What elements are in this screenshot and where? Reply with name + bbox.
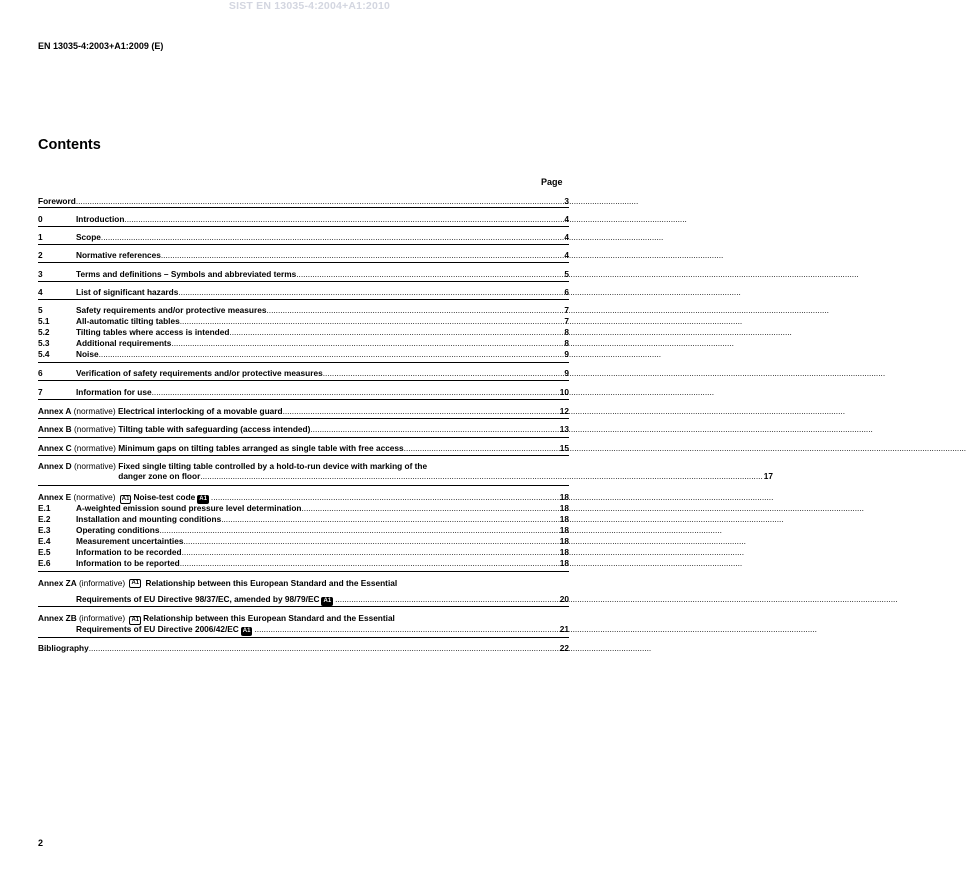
toc-entry-e-2[interactable] [38,514,569,524]
annex-type-label: (normative) [73,443,116,453]
toc-entry-title: Tilting tables where access is intended [76,327,230,337]
toc-entry-title: List of significant hazards [76,287,179,297]
dot-leader [310,424,558,434]
divider [38,262,569,263]
toc-entry-number: 5.4 [38,349,50,359]
page-column-label: Page [541,177,563,187]
toc-entry-number: 5.3 [38,338,50,348]
divider [38,244,569,245]
divider [38,571,569,572]
toc-entry-title: Tilting table with safeguarding (access intended) [118,424,311,434]
toc-entry-page: 4 [564,232,569,242]
toc-entry-5-1[interactable] [38,316,569,326]
toc-entry-page: 17 [763,471,773,481]
dot-leader [283,406,559,416]
toc-entry-number: 5.2 [38,327,50,337]
toc-entry-title: Noise-test code [133,492,196,502]
toc-entry-page: 18 [559,536,569,546]
toc-entry-2[interactable] [38,250,569,260]
toc-entry-number: Annex A [38,406,72,416]
toc-entry-e-4[interactable] [38,536,569,546]
toc-entry-page: 6 [564,287,569,297]
toc-entry-title-continued: Requirements of EU Directive 2006/42/EC [76,624,239,634]
toc-entry-page: 5 [564,269,569,279]
toc-entry-page: 7 [564,316,569,326]
toc-entry-page: 18 [559,492,569,502]
dot-leader [159,525,558,535]
page-number: 2 [38,838,44,848]
toc-entry-page: 18 [559,514,569,524]
toc-entry-page: 22 [559,643,569,653]
divider [38,399,569,400]
toc-entry-5-4[interactable] [38,349,569,359]
toc-entry-title: Information to be reported [76,558,180,568]
toc-entry-title: Verification of safety requirements and/or protective measures [76,368,323,378]
amendment-start-marker-icon: A1 [131,617,140,623]
divider [38,226,569,227]
toc-entry-number: Annex C [38,443,72,453]
dot-leader [254,624,558,634]
toc-entry-page: 9 [564,368,569,378]
toc-entry-title: Measurement uncertainties [76,536,184,546]
dot-leader [180,316,564,326]
toc-entry-title: Information to be recorded [76,547,182,557]
toc-entry-number: 6 [38,368,43,378]
toc-entry-bibliography[interactable] [38,643,569,653]
divider [38,299,569,300]
toc-entry-page: 21 [559,624,569,634]
toc-entry-page: 4 [564,214,569,224]
dot-leader [211,492,559,502]
toc-entry-6[interactable] [38,368,569,378]
divider [38,606,569,607]
dot-leader [200,471,762,481]
toc-entry-page: 10 [559,387,569,397]
toc-entry-annex-d[interactable] [38,461,773,481]
toc-entry-number: Annex ZA [38,578,77,588]
toc-entry-title: Fixed single tilting table controlled by a hold-to-run device with marking of the [118,461,428,471]
dot-leader [229,327,563,337]
toc-entry-number: 3 [38,269,43,279]
toc-entry-page: 18 [559,547,569,557]
toc-entry-title: Terms and definitions – Symbols and abbreviated terms [76,269,297,279]
dot-leader [89,643,559,653]
toc-entry-number: 1 [38,232,43,242]
toc-entry-title: A-weighted emission sound pressure level determination [76,503,302,513]
dot-leader [323,368,564,378]
toc-entry-page: 7 [564,305,569,315]
toc-entry-3[interactable] [38,269,569,279]
dot-leader [221,514,559,524]
toc-entry-annex-zb-continued[interactable] [38,624,569,634]
toc-entry-number: Annex E [38,492,72,502]
toc-entry-page: 20 [559,594,569,604]
toc-entry-page: 15 [559,443,569,453]
toc-entry-title: Bibliography [38,643,89,653]
toc-entry-number: E.2 [38,514,51,524]
toc-entry-5-3[interactable] [38,338,569,348]
toc-entry-page: 8 [564,327,569,337]
toc-entry-5[interactable] [38,305,569,315]
dot-leader [180,558,559,568]
toc-entry-foreword[interactable] [38,196,569,206]
toc-entry-title: Safety requirements and/or protective measures [76,305,267,315]
toc-entry-e-3[interactable] [38,525,569,535]
toc-entry-number: Annex ZB [38,613,77,623]
toc-entry-0[interactable] [38,214,569,224]
annex-type-label: (normative) [73,406,116,416]
toc-entry-title: Minimum gaps on tilting tables arranged as single table with free access [118,443,404,453]
annex-type-label: (normative) [73,461,116,471]
toc-entry-annex-b[interactable] [38,424,569,434]
toc-entry-title: Scope [76,232,101,242]
annex-type-label: (normative) [73,492,116,502]
toc-entry-page: 4 [564,250,569,260]
toc-entry-number: 5 [38,305,43,315]
divider [38,207,569,208]
divider [38,637,569,638]
toc-entry-number: 4 [38,287,43,297]
toc-entry-number: 7 [38,387,43,397]
divider [38,362,569,363]
toc-entry-page: 18 [559,558,569,568]
amendment-start-marker-icon: A1 [131,580,140,587]
toc-entry-title: Operating conditions [76,525,160,535]
dot-leader [99,349,564,359]
toc-entry-page: 13 [559,424,569,434]
toc-entry-number: E.1 [38,503,51,513]
toc-entry-number: 2 [38,250,43,260]
toc-entry-page: 18 [559,503,569,513]
dot-leader [124,214,563,224]
toc-entry-e-1[interactable] [38,503,569,513]
annex-type-label: (informative) [79,613,126,623]
dot-leader [404,443,559,453]
toc-entry-4[interactable] [38,287,569,297]
toc-entry-number: 0 [38,214,43,224]
divider [38,485,569,486]
dot-leader [183,536,558,546]
dot-leader [301,503,558,513]
amendment-end-marker-icon: A1 [199,496,207,502]
dot-leader [152,387,559,397]
document-id-header: EN 13035-4:2003+A1:2009 (E) [38,41,164,51]
dot-leader [76,196,564,206]
annex-type-label: (informative) [79,578,126,588]
toc-entry-annex-zb[interactable] [38,613,569,623]
toc-entry-annex-e[interactable] [38,492,569,502]
toc-entry-page: 3 [564,196,569,206]
toc-entry-title: All-automatic tilting tables [76,316,180,326]
dot-leader [335,594,559,604]
annex-type-label: (normative) [73,424,116,434]
toc-entry-title: Relationship between this European Standard and the Essential [145,578,398,588]
toc-entry-page: 18 [559,525,569,535]
toc-entry-number: 5.1 [38,316,50,326]
dot-leader [266,305,563,315]
divider [38,437,569,438]
toc-entry-title: Foreword [38,196,76,206]
divider [38,281,569,282]
toc-entry-annex-za-continued[interactable] [38,594,569,604]
divider [38,418,569,419]
dot-leader [171,338,563,348]
toc-entry-number: Annex B [38,424,72,434]
dot-leader [178,287,563,297]
divider [38,455,569,456]
toc-entry-title: Installation and mounting conditions [76,514,222,524]
toc-entry-title: Electrical interlocking of a movable guard [117,406,283,416]
amendment-start-marker-icon: A1 [121,496,130,502]
toc-entry-number: E.5 [38,547,51,557]
toc-entry-title: Noise [76,349,99,359]
toc-entry-title: Additional requirements [76,338,172,348]
toc-entry-page: 8 [564,338,569,348]
toc-entry-number: E.6 [38,558,51,568]
dot-leader [101,232,563,242]
toc-entry-annex-c[interactable] [38,443,569,453]
page-title: Contents [38,137,101,153]
toc-entry-1[interactable] [38,232,569,242]
toc-entry-number: E.3 [38,525,51,535]
dot-leader [296,269,563,279]
toc-entry-number: E.4 [38,536,51,546]
toc-entry-title: Normative references [76,250,161,260]
toc-entry-e-6[interactable] [38,558,569,568]
toc-entry-title-continued: danger zone on floor [118,471,201,481]
amendment-end-marker-icon: A1 [323,598,332,604]
toc-entry-title: Relationship between this European Standard and the Essential [143,613,395,623]
toc-entry-title-continued: Requirements of EU Directive 98/37/EC, amended by 98/79/EC [76,594,320,604]
toc-entry-title: Information for use [76,387,152,397]
toc-entry-title: Introduction [76,214,125,224]
toc-entry-e-5[interactable] [38,547,569,557]
toc-entry-page: 9 [564,349,569,359]
toc-entry-number: Annex D [38,461,72,471]
dot-leader [161,250,564,260]
toc-entry-annex-a[interactable] [38,406,569,416]
dot-leader [182,547,559,557]
toc-entry-5-2[interactable] [38,327,569,337]
watermark-text: SIST EN 13035-4:2004+A1:2010 [228,0,391,12]
toc-entry-7[interactable] [38,387,569,397]
amendment-end-marker-icon: A1 [242,628,251,634]
toc-entry-page: 12 [559,406,569,416]
divider [38,380,569,381]
